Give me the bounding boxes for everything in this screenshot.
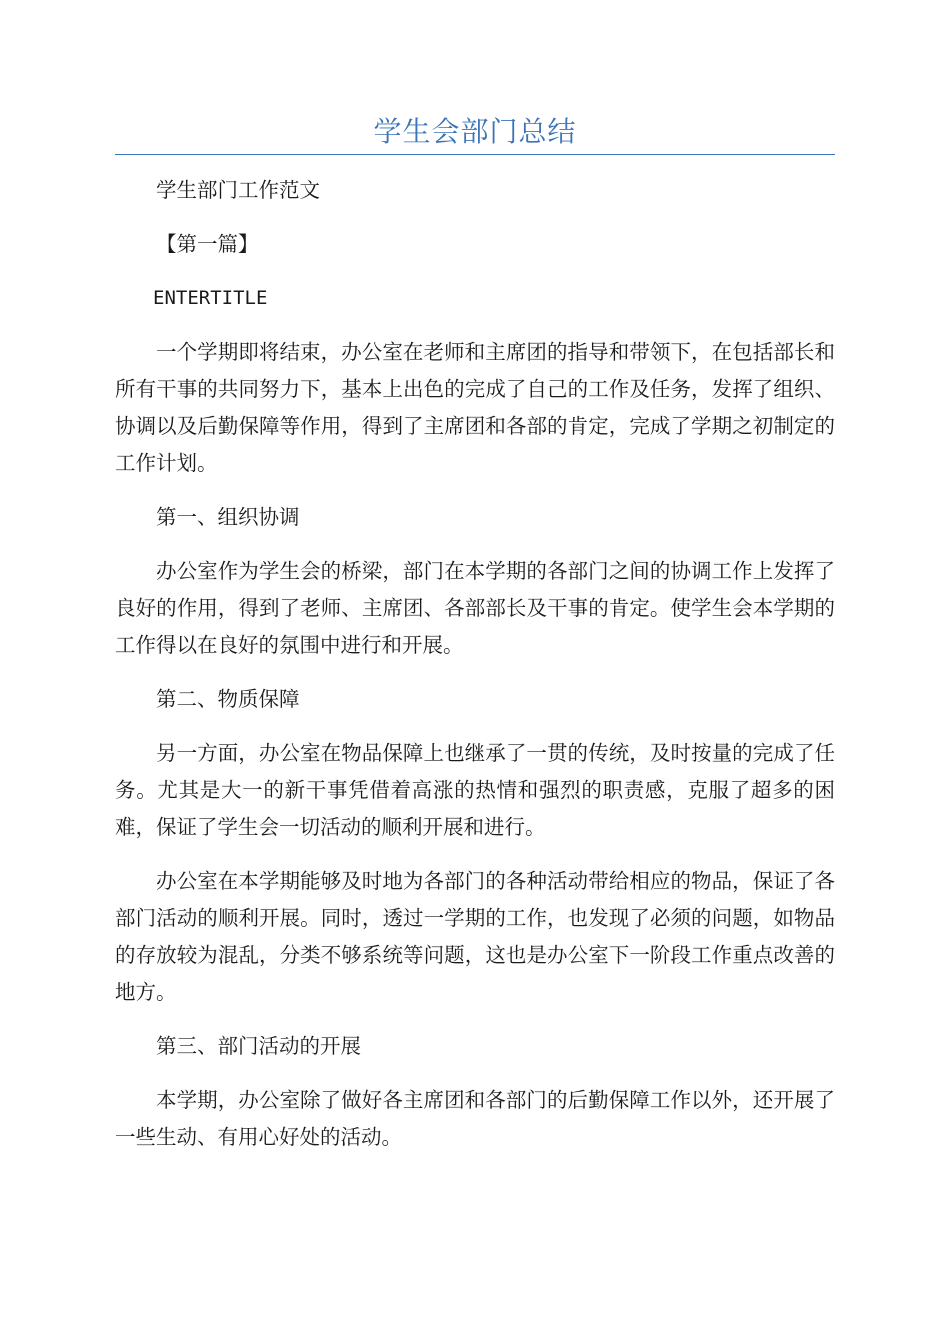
section-heading: 第二、物质保障 xyxy=(156,687,300,711)
document-title: 学生会部门总结 xyxy=(373,115,577,148)
section-heading: 第一、组织协调 xyxy=(156,505,300,529)
body-paragraph: 办公室在本学期能够及时地为各部门的各种活动带给相应的物品，保证了各部门活动的顺利开展。同时，透过一学期的工作，也发现了必须的问题，如物品的存放较为混乱，分类不够系统等问题，这也是办公室下一阶段工作重点改善的地方。 xyxy=(115,869,835,1004)
body-paragraph: 本学期，办公室除了做好各主席团和各部门的后勤保障工作以外，还开展了一些生动、有用心好处的活动。 xyxy=(115,1088,835,1149)
section-heading: 第三、部门活动的开展 xyxy=(156,1034,361,1058)
placeholder-paragraph: ENTERTITLE xyxy=(153,287,268,309)
subtitle-paragraph: 学生部门工作范文 xyxy=(156,178,320,202)
title-underline xyxy=(115,154,835,155)
document-body xyxy=(115,172,835,1173)
intro-paragraph: 一个学期即将结束，办公室在老师和主席团的指导和带领下，在包括部长和所有干事的共同努力下，基本上出色的完成了自己的工作及任务，发挥了组织、协调以及后勤保障等作用，得到了主席团和各部的肯定，完成了学期之初制定的工作计划。 xyxy=(115,340,835,475)
body-paragraph: 另一方面，办公室在物品保障上也继承了一贯的传统，及时按量的完成了任务。尤其是大一的新干事凭借着高涨的热情和强烈的职责感，克服了超多的困难，保证了学生会一切活动的顺利开展和进行。 xyxy=(115,741,835,839)
body-paragraph: 办公室作为学生会的桥梁，部门在本学期的各部门之间的协调工作上发挥了良好的作用，得到了老师、主席团、各部部长及干事的肯定。使学生会本学期的工作得以在良好的氛围中进行和开展。 xyxy=(115,559,835,657)
section-marker: 【第一篇】 xyxy=(156,232,259,256)
